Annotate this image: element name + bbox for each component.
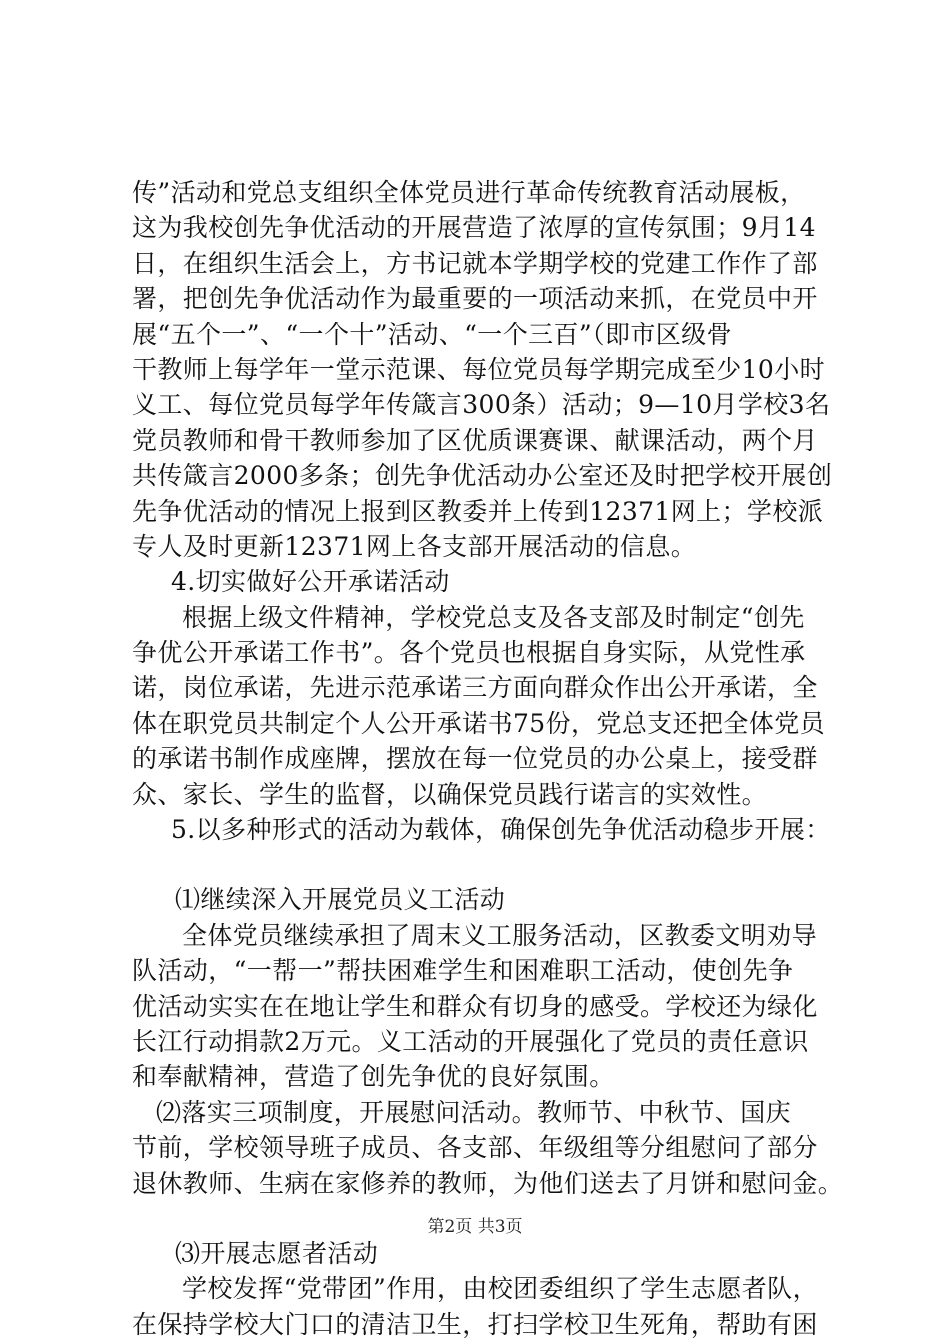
paragraph-line: 这为我校创先争优活动的开展营造了浓厚的宣传氛围；9月14 xyxy=(132,213,816,243)
paragraph-line: 学校发挥“党带团”作用，由校团委组织了学生志愿者队， xyxy=(182,1274,818,1304)
paragraph-line: 的承诺书制作成座牌，摆放在每一位党员的办公桌上，接受群 xyxy=(132,744,818,774)
paragraph-line: 共传箴言2000多条；创先争优活动办公室还及时把学校开展创 xyxy=(132,461,833,491)
paragraph-line: 传”活动和党总支组织全体党员进行革命传统教育活动展板， xyxy=(132,178,806,207)
paragraph-line: 长江行动捐款2万元。义工活动的开展强化了党员的责任意识 xyxy=(132,1026,809,1056)
paragraph-line: 全体党员继续承担了周末义工服务活动，区教委文明劝导 xyxy=(182,920,818,950)
paragraph-line: 展“五个一”、“一个十”活动、“一个三百”（即市区级骨 xyxy=(132,319,732,349)
paragraph-line: 众、家长、学生的监督，以确保党员践行诺言的实效性。 xyxy=(132,779,768,809)
paragraph-line: 诺，岗位承诺，先进示范承诺三方面向群众作出公开承诺，全 xyxy=(132,673,818,703)
paragraph-line: 党员教师和骨干教师参加了区优质课赛课、献课活动，两个月 xyxy=(132,425,818,455)
paragraph-line: 和奉献精神，营造了创先争优的良好氛围。 xyxy=(132,1062,615,1092)
document-body xyxy=(132,175,852,1342)
paragraph-line: 在保持学校大门口的清洁卫生，打扫学校卫生死角，帮助有困 xyxy=(132,1309,818,1339)
paragraph-line: 争优公开承诺工作书”。各个党员也根据自身实际，从党性承 xyxy=(132,638,806,668)
paragraph-line: 日，在组织生活会上，方书记就本学期学校的党建工作作了部 xyxy=(132,248,818,278)
paragraph-line: 根据上级文件精神，学校党总支及各支部及时制定“创先 xyxy=(182,602,805,632)
paragraph-line: 体在职党员共制定个人公开承诺书75份，党总支还把全体党员 xyxy=(132,708,826,738)
subsection-heading: ⑵落实三项制度，开展慰问活动。教师节、中秋节、国庆 xyxy=(156,1097,792,1127)
paragraph-line: 优活动实实在在地让学生和群众有切身的感受。学校还为绿化 xyxy=(132,991,818,1021)
paragraph-line: 义工、每位党员每学年传箴言300条）活动；9—10月学校3名 xyxy=(132,390,831,420)
section-heading: 5.以多种形式的活动为载体，确保创先争优活动稳步开展： xyxy=(171,815,831,845)
subsection-heading: ⑶开展志愿者活动 xyxy=(175,1238,379,1268)
paragraph-line: 专人及时更新12371网上各支部开展活动的信息。 xyxy=(132,531,697,561)
page-footer: 第2页 共3页 xyxy=(427,1217,523,1237)
paragraph-line: 退休教师、生病在家修养的教师，为他们送去了月饼和慰问金。 xyxy=(132,1168,844,1198)
subsection-heading: ⑴继续深入开展党员义工活动 xyxy=(175,885,506,915)
paragraph-line: 署，把创先争优活动作为最重要的一项活动来抓，在党员中开 xyxy=(132,284,818,314)
paragraph-line: 干教师上每学年一堂示范课、每位党员每学期完成至少10小时 xyxy=(132,354,826,384)
paragraph-line: 先争优活动的情况上报到区教委并上传到12371网上；学校派 xyxy=(132,496,824,526)
paragraph-line: 队活动，“一帮一”帮扶困难学生和困难职工活动，使创先争 xyxy=(132,956,794,986)
paragraph-line: 节前，学校领导班子成员、各支部、年级组等分组慰问了部分 xyxy=(132,1133,818,1163)
section-heading: 4.切实做好公开承诺活动 xyxy=(171,567,450,597)
